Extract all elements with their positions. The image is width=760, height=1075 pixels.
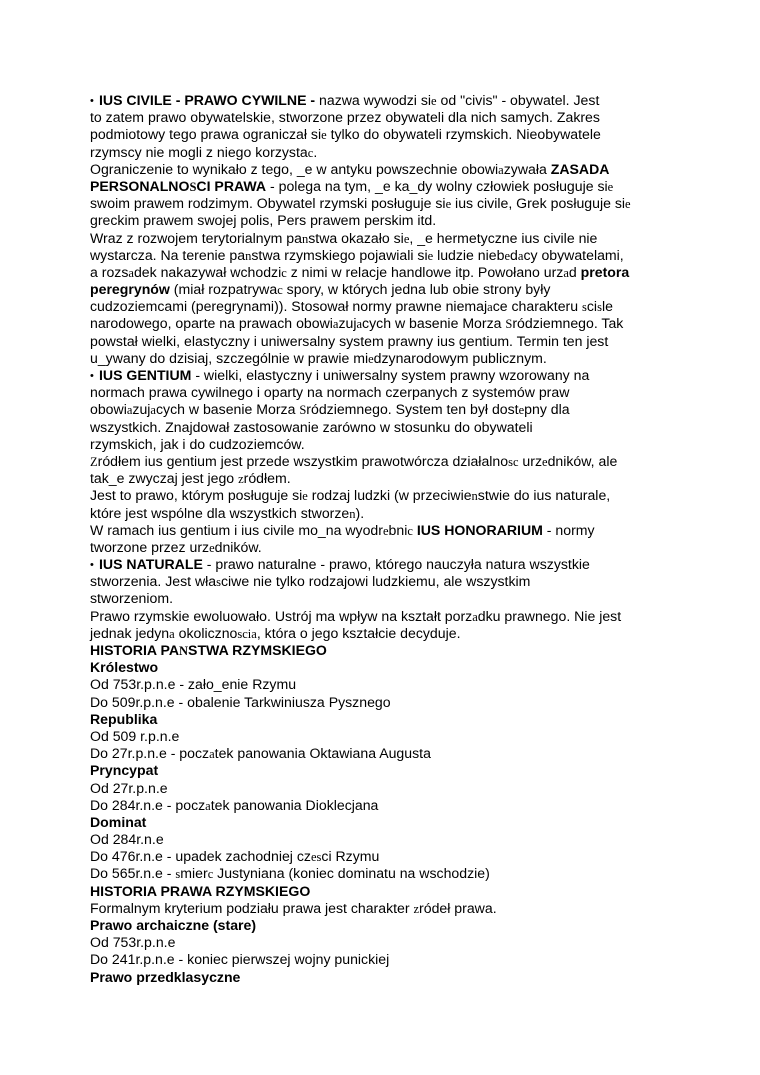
text: Wraz z rozwojem terytorialnym pa bbox=[90, 229, 302, 246]
subheading-prawo-archaiczne: Prawo archaiczne (stare) bbox=[90, 917, 257, 933]
text: bni bbox=[388, 521, 408, 538]
text: z bbox=[238, 472, 244, 487]
section-heading-historia-prawa: HISTORIA PRAWA RZYMSKIEGO bbox=[90, 882, 311, 899]
text: a bbox=[332, 317, 339, 332]
text: Z bbox=[90, 454, 98, 469]
text-line bbox=[90, 470, 690, 487]
text-line bbox=[90, 298, 690, 315]
text: cudzoziemcami (peregrynami)). Stosował normy prawne niemaj bbox=[90, 298, 488, 315]
text: a bbox=[487, 300, 493, 315]
text: Jest to prawo, którym posługuje si bbox=[90, 487, 303, 504]
text: Do 27r.p.n.e - pocz bbox=[90, 745, 210, 762]
text: mier bbox=[180, 865, 208, 882]
text: dku prawnego. Nie jest bbox=[477, 607, 622, 624]
text-line: powstał wielki, elastyczny i uniwersalny system prawny ius gentium. Termin ten jest bbox=[90, 332, 609, 349]
text: e bbox=[321, 128, 327, 143]
text: e bbox=[431, 94, 437, 108]
text-line: greckim prawem swojej polis, Pers prawem perskim itd. bbox=[90, 212, 437, 229]
text: scia bbox=[237, 626, 257, 641]
text-line: Od 509 r.p.n.e bbox=[90, 727, 180, 744]
text: nazwa wywodzi si bbox=[315, 92, 432, 108]
text-line bbox=[90, 161, 690, 178]
text-line: Od 27r.p.n.e bbox=[90, 779, 168, 796]
text: a bbox=[498, 162, 504, 177]
text: e bbox=[504, 248, 511, 263]
text: s bbox=[582, 300, 587, 315]
text: okoliczno bbox=[174, 624, 238, 641]
text: od "civis" - obywatel. Jest bbox=[436, 92, 600, 108]
text-line: Do 241r.p.n.e - koniec pierwszej wojny punickiej bbox=[90, 951, 390, 968]
text: pny dla bbox=[524, 401, 570, 418]
text-line bbox=[90, 247, 690, 264]
text: a rozs bbox=[90, 263, 129, 280]
text-line bbox=[90, 401, 690, 418]
text: n bbox=[301, 231, 309, 246]
text: ci Rzymu bbox=[321, 848, 380, 865]
text: ródziemnego. Tak bbox=[512, 315, 624, 332]
text: e bbox=[625, 197, 631, 212]
text: e bbox=[302, 489, 308, 504]
text: Do 284r.n.e - pocz bbox=[90, 796, 206, 813]
text: Formalnym kryterium podziału prawa jest charakter bbox=[90, 899, 414, 916]
text-line bbox=[90, 92, 690, 109]
text: dek nakazywał wchodzi bbox=[133, 263, 282, 280]
text: stwa okazało si bbox=[308, 229, 404, 246]
text-line bbox=[90, 126, 690, 143]
text-line bbox=[90, 178, 690, 195]
text: e bbox=[518, 403, 525, 418]
text: le bbox=[601, 298, 613, 315]
text-line: Od 753r.p.n.e bbox=[90, 934, 176, 951]
text: urz bbox=[518, 452, 543, 469]
text: d bbox=[510, 246, 518, 263]
text-line bbox=[90, 281, 690, 298]
text: dników, ale bbox=[547, 452, 618, 469]
text: d bbox=[568, 263, 581, 280]
bold-term: pretora bbox=[580, 263, 630, 280]
text: W ramach ius gentium i ius civile mo_na wyodr bbox=[90, 521, 383, 538]
bold-term: ZASADA bbox=[550, 160, 610, 177]
text-line bbox=[90, 539, 690, 556]
text: tak_e zwyczaj jest jego bbox=[90, 470, 239, 487]
text: sc bbox=[508, 454, 519, 469]
text: cy obywatelami, bbox=[523, 246, 624, 263]
text: podmiotowy tego prawa ograniczał si bbox=[90, 126, 322, 143]
text: s bbox=[216, 575, 221, 590]
text: (miał rozpatrywa bbox=[169, 281, 278, 298]
text: jednak jedyn bbox=[90, 624, 170, 641]
text: a bbox=[517, 248, 524, 263]
text: S bbox=[299, 403, 307, 418]
text: STWA RZYMSKIEGO bbox=[188, 642, 327, 658]
bold-term: CI PRAWA bbox=[196, 177, 267, 194]
text: które jest wspólne dla wszystkich stworze bbox=[90, 504, 350, 521]
text: tylko do obywateli rzymskich. Nieobywatele bbox=[326, 126, 601, 143]
text: a bbox=[150, 403, 156, 418]
text: ludzie nieb bbox=[433, 246, 505, 263]
text-line bbox=[90, 745, 690, 762]
bold-term: S bbox=[189, 179, 197, 194]
text-line: normach prawa cywilnego i oparty na normach czerpanych z systemów praw bbox=[90, 384, 570, 401]
bullet-icon: • bbox=[90, 370, 94, 382]
text-line bbox=[90, 625, 690, 642]
text: z nimi w relacje handlowe itp. Powołano urz bbox=[286, 263, 564, 280]
text: n bbox=[245, 248, 252, 263]
text: cych w basenie Morza bbox=[362, 315, 506, 332]
text-line: wszystkich. Znajdował zastosowanie zarówno w stosunku do obywateli bbox=[90, 418, 533, 435]
text: Do 565r.n.e - bbox=[90, 865, 176, 882]
text-line bbox=[90, 453, 690, 470]
text: s bbox=[175, 867, 181, 882]
text: dników. bbox=[214, 538, 262, 555]
text: ci bbox=[586, 298, 598, 315]
text: ródłem. bbox=[243, 470, 291, 487]
text-line bbox=[90, 865, 690, 882]
text-line bbox=[90, 797, 690, 814]
text: a bbox=[209, 747, 215, 762]
text-line: Do 509r.p.n.e - obalenie Tarkwiniusza Pysznego bbox=[90, 693, 391, 710]
text: ius civile, Grek posługuje si bbox=[451, 195, 626, 212]
text: swoim prawem rodzimym. Obywatel rzymski posługuje si bbox=[90, 195, 446, 212]
bold-term: IUS HONORARIUM bbox=[416, 521, 543, 538]
text-line bbox=[90, 230, 690, 247]
text: tworzone przez urz bbox=[90, 538, 210, 555]
text: a bbox=[169, 626, 175, 641]
text: tek panowania Oktawiana Augusta bbox=[214, 745, 431, 762]
text: e bbox=[427, 248, 434, 263]
text: e bbox=[542, 454, 548, 469]
text: e bbox=[368, 351, 374, 366]
text-line bbox=[90, 556, 690, 573]
text-line bbox=[90, 522, 690, 539]
text-line: to zatem prawo obywatelskie, stworzone przez obywateli dla nich samych. Zakres bbox=[90, 109, 600, 126]
heading-ius-civile: IUS CIVILE - PRAWO CYWILNE - bbox=[99, 92, 316, 108]
text: a bbox=[205, 798, 211, 813]
text-line bbox=[90, 900, 690, 917]
text: n bbox=[349, 506, 356, 521]
text: Do 476r.n.e - upadek zachodniej cz bbox=[90, 848, 311, 865]
text: c bbox=[277, 283, 283, 298]
heading-ius-naturale: IUS NATURALE bbox=[99, 556, 203, 573]
text: stwa rzymskiego pojawiali si bbox=[251, 246, 428, 263]
text: e bbox=[382, 523, 389, 538]
text: a bbox=[563, 265, 569, 280]
subheading-krolestwo: Królestwo bbox=[90, 659, 159, 676]
text-line bbox=[90, 144, 690, 161]
heading-ius-gentium: IUS GENTIUM bbox=[99, 367, 192, 383]
text: dzynarodowym publicznym. bbox=[373, 349, 547, 366]
text-line bbox=[90, 573, 690, 590]
text: s bbox=[597, 300, 602, 315]
text: Justyniana (koniec dominatu na wschodzie) bbox=[213, 865, 490, 882]
subheading-prawo-przedklasyczne: Prawo przedklasyczne bbox=[90, 968, 241, 985]
text: ce charakteru bbox=[492, 298, 582, 315]
text: zuj bbox=[132, 401, 151, 418]
text: ). bbox=[355, 504, 365, 521]
text: N bbox=[179, 644, 189, 658]
text: c bbox=[407, 523, 413, 538]
text-line bbox=[90, 315, 690, 332]
text: e bbox=[607, 179, 614, 194]
text: S bbox=[505, 317, 513, 332]
text: stwie do ius naturale, bbox=[477, 487, 611, 504]
text: a bbox=[126, 403, 133, 418]
text: - normy bbox=[542, 521, 595, 538]
text-line bbox=[90, 195, 690, 212]
text-line: rzymskich, jak i do cudzoziemców. bbox=[90, 435, 305, 452]
text: ciwe nie tylko rodzajowi ludzkiemu, ale wszystkim bbox=[220, 573, 531, 590]
text-line: stworzeniom. bbox=[90, 590, 174, 607]
text: spory, w których jedna lub obie strony były bbox=[282, 281, 551, 298]
text: Ograniczenie to wynikało z tego, _e w antyku powszechnie obowi bbox=[90, 160, 499, 177]
text: zuj bbox=[338, 315, 357, 332]
text: rodzaj ludzki (w przeciwie bbox=[307, 487, 472, 504]
text-line bbox=[90, 264, 690, 281]
text: , która o jego kształcie decyduje. bbox=[256, 624, 461, 641]
text: narodowego, oparte na prawach obowi bbox=[90, 315, 333, 332]
text: e bbox=[310, 850, 317, 865]
text: - prawo naturalne - prawo, którego nauczyła natura wszystkie bbox=[202, 556, 590, 573]
subheading-pryncypat: Pryncypat bbox=[90, 762, 159, 779]
text: stworzenia. Jest wła bbox=[90, 573, 217, 590]
subheading-republika: Republika bbox=[90, 710, 158, 727]
text: c bbox=[207, 867, 214, 882]
text-line: Od 753r.p.n.e - zało_enie Rzymu bbox=[90, 676, 297, 693]
text: cych w basenie Morza bbox=[155, 401, 300, 418]
text-line bbox=[90, 608, 690, 625]
text-line bbox=[90, 848, 690, 865]
text-line bbox=[90, 505, 690, 522]
text-line: Od 284r.n.e bbox=[90, 831, 164, 848]
text: c bbox=[281, 265, 287, 280]
text: ródłem ius gentium jest przede wszystkim prawotwórcza działalno bbox=[97, 452, 509, 469]
document-body bbox=[90, 92, 690, 986]
text: e bbox=[403, 231, 410, 246]
text: wystarcza. Na terenie pa bbox=[90, 246, 246, 263]
text: HISTORIA PA bbox=[90, 642, 180, 658]
text: , _e hermetyczne ius civile nie bbox=[409, 229, 598, 246]
text: ródziemnego. System ten był dost bbox=[306, 401, 519, 418]
text-line bbox=[90, 367, 690, 384]
text: ródeł prawa. bbox=[419, 899, 497, 916]
text: - wielki, elastyczny i uniwersalny system prawny wzorowany na bbox=[191, 367, 590, 383]
section-heading-historia-panstwa bbox=[90, 642, 690, 659]
text: - polega na tym, _e ka_dy wolny człowiek posługuje si bbox=[266, 177, 608, 194]
text: e bbox=[209, 540, 215, 555]
text: c bbox=[307, 145, 314, 160]
text: z bbox=[413, 901, 420, 916]
text-line bbox=[90, 350, 690, 367]
bold-term: peregrynów bbox=[90, 281, 170, 298]
text: s bbox=[316, 850, 322, 865]
bullet-icon: • bbox=[90, 559, 94, 572]
subheading-dominat: Dominat bbox=[90, 813, 147, 830]
bold-term: PERSONALNO bbox=[90, 177, 190, 194]
text: u_ywany do dzisiaj, szczególnie w prawie mi bbox=[90, 349, 369, 366]
text: obowi bbox=[90, 401, 127, 418]
text: a bbox=[356, 317, 363, 332]
text: e bbox=[445, 197, 452, 212]
text: rzymscy nie mogli z niego korzysta bbox=[90, 143, 308, 160]
text: n bbox=[471, 489, 478, 504]
text: a bbox=[128, 265, 134, 280]
text: . bbox=[313, 143, 318, 160]
text: tek panowania Dioklecjana bbox=[210, 796, 379, 813]
bullet-icon: • bbox=[90, 95, 94, 107]
text: Prawo rzymskie ewoluowało. Ustrój ma wpływ na kształt porz bbox=[90, 607, 473, 624]
text: a bbox=[472, 609, 478, 624]
text-line bbox=[90, 487, 690, 504]
text: zywała bbox=[503, 160, 551, 177]
